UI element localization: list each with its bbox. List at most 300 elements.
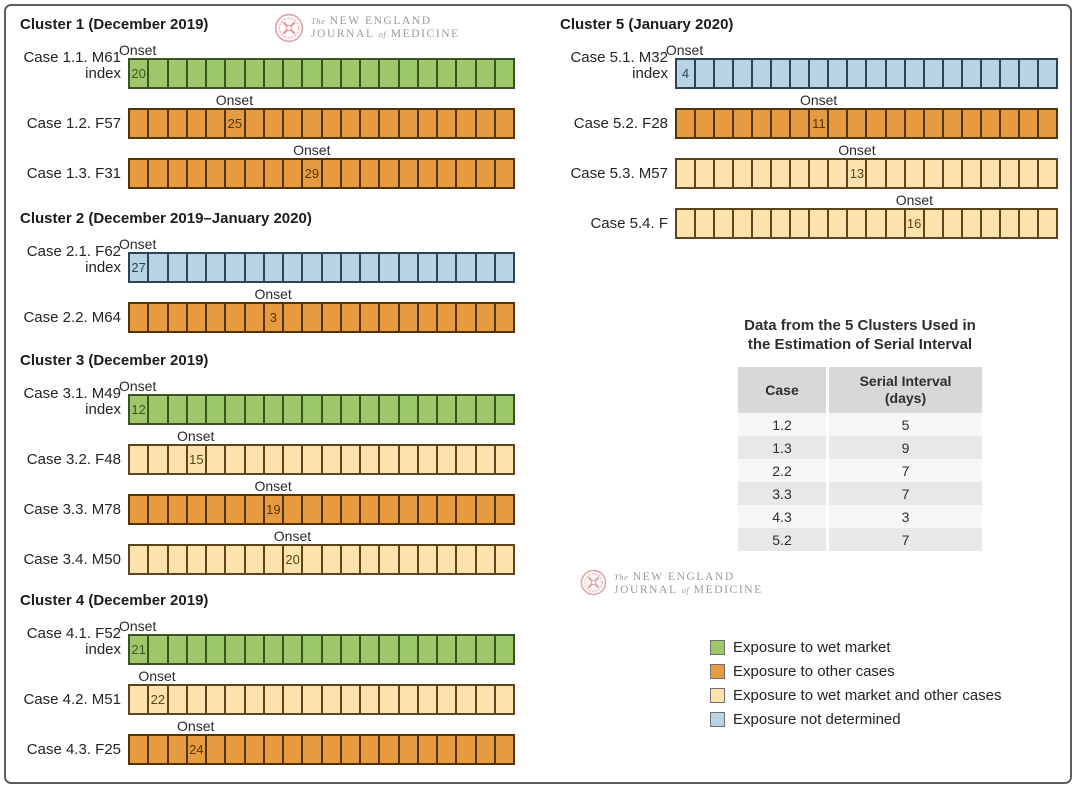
timeline-cell — [438, 736, 457, 763]
timeline-cell — [715, 110, 734, 137]
legend-label: Exposure to wet market and other cases — [733, 687, 1002, 704]
timeline-bar — [675, 208, 1058, 239]
timeline-cell — [342, 60, 361, 87]
case-row-main — [560, 208, 1058, 239]
case-row-main — [20, 158, 515, 189]
timeline-cell — [791, 160, 810, 187]
onset-day-cell — [149, 686, 168, 713]
timeline-cell — [400, 304, 419, 331]
timeline-cell — [496, 304, 513, 331]
timeline-cell — [380, 636, 399, 663]
timeline-cell — [284, 60, 303, 87]
table-title-line1: Data from the 5 Clusters Used in — [744, 317, 976, 334]
timeline-cell — [207, 60, 226, 87]
onset-label: Onset — [177, 428, 215, 444]
timeline-cell — [1039, 160, 1056, 187]
timeline-cell — [284, 496, 303, 523]
case-row-main — [560, 158, 1058, 189]
timeline-cell — [303, 546, 322, 573]
timeline-cell — [207, 546, 226, 573]
timeline-cell — [772, 160, 791, 187]
timeline-cell — [130, 110, 149, 137]
timeline-cell — [303, 60, 322, 87]
nejm-logo-top — [274, 13, 460, 43]
timeline-cell — [284, 636, 303, 663]
timeline-cell — [207, 110, 226, 137]
case-label — [20, 684, 128, 715]
timeline-bar — [675, 108, 1058, 139]
timeline-cell — [130, 160, 149, 187]
timeline-cell — [925, 160, 944, 187]
table-header-case: Case — [738, 367, 826, 413]
timeline-cell — [848, 60, 867, 87]
timeline-cell — [149, 254, 168, 281]
timeline-cell — [400, 496, 419, 523]
case-row — [560, 142, 1058, 189]
cluster-3 — [20, 352, 515, 578]
case-label — [20, 544, 128, 575]
logo-the: The — [311, 16, 326, 26]
timeline-cell — [265, 446, 284, 473]
timeline-cell — [1001, 110, 1020, 137]
timeline-cell — [772, 60, 791, 87]
timeline-cell — [361, 636, 380, 663]
timeline-cell — [246, 160, 265, 187]
timeline-cell — [810, 210, 829, 237]
timeline-cell — [496, 546, 513, 573]
timeline-cell — [361, 496, 380, 523]
timeline-cell — [753, 210, 772, 237]
timeline-cell — [149, 446, 168, 473]
timeline-cell — [944, 60, 963, 87]
timeline-cell — [982, 160, 1001, 187]
table-row — [738, 436, 982, 459]
case-row — [20, 428, 515, 475]
case-label-text: Case 5.3. M57 — [570, 165, 668, 182]
timeline-cell — [149, 110, 168, 137]
onset-day-cell — [130, 636, 149, 663]
timeline-cell — [677, 210, 696, 237]
legend — [710, 640, 1001, 736]
onset-label: Onset — [254, 478, 292, 494]
timeline-cell — [380, 304, 399, 331]
timeline-cell — [477, 736, 496, 763]
onset-day-cell — [265, 496, 284, 523]
onset-label: Onset — [215, 92, 254, 108]
onset-label: Onset — [838, 142, 876, 158]
timeline-cell — [303, 686, 322, 713]
timeline-cell — [188, 110, 207, 137]
case-row — [560, 92, 1058, 139]
timeline-cell — [477, 446, 496, 473]
timeline-cell — [457, 686, 476, 713]
timeline-cell — [696, 160, 715, 187]
timeline-bar — [675, 58, 1058, 89]
timeline-cell — [944, 160, 963, 187]
timeline-cell — [400, 546, 419, 573]
timeline-cell — [753, 60, 772, 87]
timeline-cell — [734, 60, 753, 87]
timeline-cell — [887, 110, 906, 137]
timeline-cell — [772, 110, 791, 137]
onset-label: Onset — [177, 718, 215, 734]
timeline-cell — [419, 110, 438, 137]
onset-label: Onset — [118, 236, 157, 252]
table-cell-serial-interval: 5 — [829, 413, 982, 436]
logo-new-england: NEW ENGLAND — [632, 571, 735, 583]
onset-day-cell — [284, 546, 303, 573]
timeline-cell — [284, 160, 303, 187]
timeline-cell — [810, 160, 829, 187]
table-cell-case: 3.3 — [738, 482, 826, 505]
logo-the: The — [614, 572, 629, 582]
timeline-cell — [265, 60, 284, 87]
table-row — [738, 505, 982, 528]
case-label-text: Case 1.2. F57 — [26, 115, 121, 132]
timeline-cell — [169, 396, 188, 423]
timeline-cell — [226, 160, 245, 187]
timeline-cell — [130, 546, 149, 573]
cluster-title: Cluster 1 (December 2019) — [20, 16, 209, 33]
timeline-cell — [361, 546, 380, 573]
timeline-cell — [246, 446, 265, 473]
onset-label: Onset — [118, 378, 157, 394]
table-header-row — [738, 367, 982, 413]
case-label-text: Case 2.1. F62 — [26, 243, 121, 260]
case-label-text: Case 4.2. M51 — [23, 691, 121, 708]
onset-day-cell — [130, 396, 149, 423]
table-header-serial-line1: Serial Interval — [859, 373, 952, 389]
timeline-cell — [323, 736, 342, 763]
case-label-text: Case 3.1. M49 — [23, 385, 121, 402]
timeline-cell — [1039, 60, 1056, 87]
timeline-cell — [380, 736, 399, 763]
timeline-cell — [696, 110, 715, 137]
timeline-cell — [226, 254, 245, 281]
table-cell-serial-interval: 9 — [829, 436, 982, 459]
case-label — [20, 108, 128, 139]
timeline-cell — [457, 396, 476, 423]
timeline-cell — [887, 60, 906, 87]
timeline-cell — [323, 636, 342, 663]
onset-label: Onset — [273, 528, 312, 544]
timeline-cell — [944, 110, 963, 137]
case-row — [20, 478, 515, 525]
timeline-cell — [246, 110, 265, 137]
timeline-cell — [342, 396, 361, 423]
timeline-cell — [342, 254, 361, 281]
table-header-serial — [829, 367, 982, 413]
timeline-cell — [438, 304, 457, 331]
table-row — [738, 482, 982, 505]
timeline-cell — [963, 110, 982, 137]
timeline-cell — [791, 110, 810, 137]
timeline-cell — [149, 304, 168, 331]
timeline-cell — [361, 160, 380, 187]
case-label-text: Case 1.3. F31 — [26, 165, 121, 182]
timeline-cell — [323, 396, 342, 423]
timeline-cell — [380, 446, 399, 473]
table-cell-case: 1.2 — [738, 413, 826, 436]
timeline-cell — [226, 496, 245, 523]
timeline-cell — [477, 60, 496, 87]
timeline-cell — [715, 60, 734, 87]
timeline-cell — [169, 160, 188, 187]
onset-day-number: 25 — [227, 116, 243, 131]
timeline-cell — [265, 396, 284, 423]
timeline-cell — [696, 210, 715, 237]
timeline-cell — [226, 304, 245, 331]
timeline-cell — [226, 636, 245, 663]
timeline-bar — [128, 494, 515, 525]
onset-day-number: 20 — [131, 66, 146, 81]
onset-day-number: 24 — [189, 742, 204, 757]
timeline-cell — [226, 446, 245, 473]
timeline-cell — [342, 160, 361, 187]
timeline-cell — [380, 254, 399, 281]
case-label — [560, 108, 675, 139]
timeline-cell — [188, 686, 207, 713]
onset-day-number: 22 — [150, 692, 166, 707]
timeline-cell — [207, 304, 226, 331]
logo-new-england: NEW ENGLAND — [329, 15, 432, 27]
timeline-cell — [400, 736, 419, 763]
case-row-main — [20, 108, 515, 139]
case-row-main — [20, 302, 515, 333]
timeline-bar — [128, 634, 515, 665]
timeline-cell — [438, 254, 457, 281]
timeline-cell — [496, 636, 513, 663]
timeline-cell — [284, 110, 303, 137]
onset-label: Onset — [799, 92, 838, 108]
timeline-cell — [1020, 210, 1039, 237]
onset-day-cell — [906, 210, 925, 237]
timeline-cell — [1039, 210, 1056, 237]
timeline-cell — [130, 446, 149, 473]
timeline-cell — [149, 396, 168, 423]
timeline-cell — [887, 210, 906, 237]
case-row-main — [20, 444, 515, 475]
timeline-cell — [188, 254, 207, 281]
case-label — [20, 50, 128, 89]
case-label — [560, 50, 675, 89]
timeline-cell — [982, 60, 1001, 87]
onset-day-cell — [188, 446, 207, 473]
timeline-cell — [361, 736, 380, 763]
timeline-cell — [246, 304, 265, 331]
timeline-cell — [361, 304, 380, 331]
timeline-cell — [188, 636, 207, 663]
onset-day-cell — [303, 160, 322, 187]
timeline-cell — [477, 686, 496, 713]
timeline-cell — [496, 110, 513, 137]
timeline-cell — [419, 496, 438, 523]
timeline-cell — [848, 210, 867, 237]
table-row — [738, 413, 982, 436]
case-label — [20, 386, 128, 425]
timeline-cell — [419, 60, 438, 87]
timeline-cell — [496, 160, 513, 187]
timeline-cell — [867, 210, 886, 237]
timeline-cell — [829, 60, 848, 87]
case-row-main — [20, 544, 515, 575]
timeline-cell — [867, 110, 886, 137]
timeline-cell — [303, 254, 322, 281]
timeline-cell — [400, 636, 419, 663]
timeline-cell — [149, 546, 168, 573]
onset-label: Onset — [895, 192, 934, 208]
timeline-cell — [169, 686, 188, 713]
onset-day-number: 12 — [131, 402, 146, 417]
timeline-cell — [963, 160, 982, 187]
onset-day-number: 19 — [266, 502, 281, 517]
case-label-text: Case 4.1. F52 — [26, 625, 121, 642]
onset-day-cell — [188, 736, 207, 763]
timeline-cell — [1039, 110, 1056, 137]
timeline-cell — [1001, 60, 1020, 87]
case-label-text: Case 4.3. F25 — [26, 741, 121, 758]
timeline-cell — [130, 686, 149, 713]
timeline-cell — [207, 686, 226, 713]
timeline-cell — [438, 160, 457, 187]
timeline-cell — [457, 160, 476, 187]
legend-swatch-wet-market — [710, 640, 725, 655]
legend-label: Exposure to wet market — [733, 639, 891, 656]
timeline-cell — [772, 210, 791, 237]
nejm-seal-icon — [580, 569, 607, 596]
logo-of: of — [681, 585, 690, 595]
timeline-cell — [829, 210, 848, 237]
legend-item — [710, 664, 1001, 679]
legend-item — [710, 640, 1001, 655]
index-label: index — [632, 65, 668, 82]
timeline-bar — [128, 252, 515, 283]
legend-label: Exposure not determined — [733, 711, 901, 728]
timeline-cell — [149, 60, 168, 87]
cluster-title: Cluster 5 (January 2020) — [560, 16, 734, 33]
timeline-cell — [419, 304, 438, 331]
timeline-cell — [848, 110, 867, 137]
timeline-cell — [130, 304, 149, 331]
table-title-line2: the Estimation of Serial Interval — [747, 336, 973, 353]
case-label — [20, 302, 128, 333]
timeline-cell — [169, 254, 188, 281]
timeline-bar — [675, 158, 1058, 189]
timeline-cell — [130, 736, 149, 763]
case-label-text: Case 3.2. F48 — [26, 451, 121, 468]
timeline-cell — [226, 546, 245, 573]
onset-label: Onset — [118, 42, 157, 58]
timeline-cell — [323, 446, 342, 473]
timeline-cell — [477, 254, 496, 281]
timeline-cell — [303, 446, 322, 473]
legend-item — [710, 688, 1001, 703]
timeline-cell — [265, 110, 284, 137]
timeline-bar — [128, 734, 515, 765]
timeline-cell — [188, 304, 207, 331]
timeline-cell — [361, 686, 380, 713]
timeline-cell — [246, 254, 265, 281]
timeline-cell — [457, 636, 476, 663]
case-row — [20, 718, 515, 765]
timeline-cell — [696, 60, 715, 87]
logo-of: of — [378, 29, 387, 39]
case-label-text: Case 3.4. M50 — [23, 551, 121, 568]
table-cell-case: 4.3 — [738, 505, 826, 528]
timeline-cell — [1020, 60, 1039, 87]
case-label-text: Case 5.1. M32 — [570, 49, 668, 66]
timeline-cell — [246, 686, 265, 713]
case-row-main — [20, 734, 515, 765]
case-label — [20, 158, 128, 189]
onset-day-number: 29 — [304, 166, 320, 181]
timeline-cell — [284, 686, 303, 713]
legend-label: Exposure to other cases — [733, 663, 895, 680]
timeline-cell — [419, 736, 438, 763]
timeline-cell — [963, 60, 982, 87]
case-row — [20, 528, 515, 575]
timeline-cell — [887, 160, 906, 187]
logo-medicine: MEDICINE — [390, 28, 460, 40]
onset-label: Onset — [254, 286, 292, 302]
timeline-cell — [734, 160, 753, 187]
nejm-logo-bottom — [580, 569, 763, 597]
timeline-cell — [419, 160, 438, 187]
timeline-cell — [867, 160, 886, 187]
timeline-cell — [906, 60, 925, 87]
onset-day-cell — [265, 304, 284, 331]
timeline-cell — [226, 686, 245, 713]
table-header-serial-line2: (days) — [884, 390, 927, 406]
timeline-cell — [438, 546, 457, 573]
onset-day-cell — [130, 254, 149, 281]
table-row — [738, 528, 982, 551]
onset-day-number: 27 — [131, 260, 146, 275]
timeline-cell — [791, 60, 810, 87]
timeline-cell — [1020, 110, 1039, 137]
timeline-cell — [477, 546, 496, 573]
timeline-cell — [477, 160, 496, 187]
timeline-cell — [477, 396, 496, 423]
timeline-cell — [457, 446, 476, 473]
onset-day-number: 13 — [849, 166, 865, 181]
timeline-cell — [323, 110, 342, 137]
timeline-cell — [438, 60, 457, 87]
case-label — [20, 494, 128, 525]
case-label-text: Case 3.3. M78 — [23, 501, 121, 518]
timeline-cell — [188, 160, 207, 187]
timeline-cell — [323, 254, 342, 281]
timeline-bar — [128, 544, 515, 575]
timeline-cell — [419, 686, 438, 713]
timeline-cell — [734, 110, 753, 137]
timeline-cell — [982, 110, 1001, 137]
timeline-cell — [380, 110, 399, 137]
onset-label: Onset — [665, 42, 704, 58]
timeline-cell — [169, 446, 188, 473]
onset-day-number: 11 — [812, 116, 826, 131]
timeline-cell — [734, 210, 753, 237]
timeline-cell — [265, 636, 284, 663]
timeline-cell — [829, 110, 848, 137]
case-label-text: Case 1.1. M61 — [23, 49, 121, 66]
timeline-cell — [496, 686, 513, 713]
timeline-cell — [400, 60, 419, 87]
timeline-cell — [677, 110, 696, 137]
cluster-title: Cluster 2 (December 2019–January 2020) — [20, 210, 312, 227]
timeline-cell — [963, 210, 982, 237]
timeline-cell — [477, 496, 496, 523]
